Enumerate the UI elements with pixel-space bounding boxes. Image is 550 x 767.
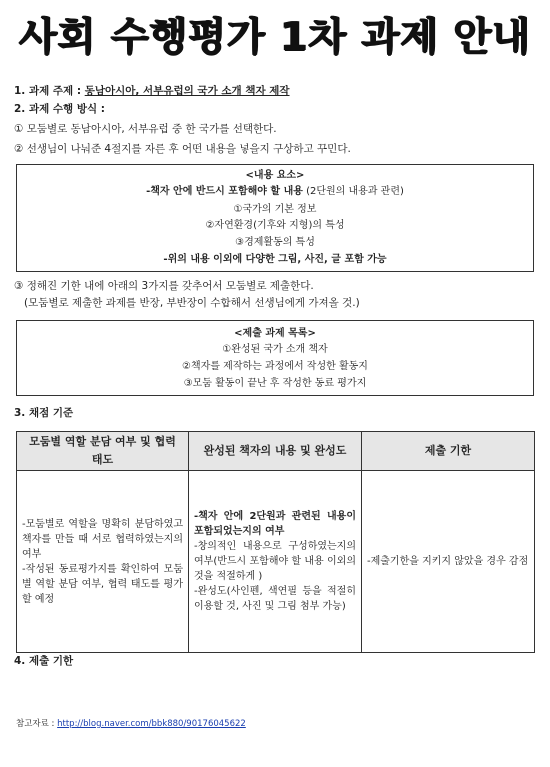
step-2: ② 선생님이 나눠준 4절지를 자른 후 어떤 내용을 넣을지 구상하고 꾸민다. (14, 143, 351, 155)
cooperation-criterion: -작성된 동료평가지를 확인하여 모둠별 역할 분담 여부, 협력 태도를 평가할 예정 (22, 563, 183, 605)
must-include-bold: -책자 안에 반드시 포함해야 할 내용 (146, 186, 303, 197)
content-criterion: -창의적인 내용으로 구성하였는지의 여부(반드시 포함해야 할 내용 이외의 것을 적절하게 ) (194, 541, 356, 582)
step-3-note: (모둠별로 제출한 과제를 반장, 부반장이 수합해서 선생님에게 가져올 것.) (24, 297, 360, 309)
cooperation-criterion: -모둠별로 역할을 명확히 분담하였고 책자를 만들 때 서로 협력하였는지의 여부 (22, 518, 183, 560)
table-header-cooperation: 모둠별 역할 분담 여부 및 협력 태도 (17, 432, 189, 471)
reference-link[interactable]: http://blog.naver.com/bbk880/90176045622 (57, 719, 246, 729)
content-elements-box (16, 164, 534, 272)
must-include-note: (2단원의 내용과 관련) (302, 186, 404, 197)
table-row (17, 471, 535, 653)
submission-item: ①완성된 국가 소개 책자 (222, 344, 328, 355)
content-item: ③경제활동의 특성 (235, 237, 315, 248)
content-extra: -위의 내용 이외에 다양한 그림, 사진, 글 포함 가능 (163, 254, 387, 265)
table-header-content: 완성된 책자의 내용 및 완성도 (189, 432, 362, 471)
submission-box-heading: <제출 과제 목록> (234, 328, 316, 339)
content-box-heading: <내용 요소> (245, 170, 305, 181)
section-3-label: 3. 채점 기준 (14, 407, 74, 419)
grading-criteria-table (16, 431, 535, 653)
cooperation-criteria-cell (17, 471, 189, 653)
submission-item: ②책자를 제작하는 과정에서 작성한 활동지 (182, 361, 368, 372)
section-1 (14, 84, 290, 98)
submission-item: ③모둠 활동이 끝난 후 작성한 동료 평가지 (183, 378, 367, 389)
step-3: ③ 정해진 기한 내에 아래의 3가지를 갖추어서 모둠별로 제출한다. (14, 280, 314, 292)
content-item: ②자연환경(기후와 지형)의 특성 (205, 220, 345, 231)
deadline-criterion: -제출기한을 지키지 않았을 경우 감점 (367, 556, 529, 567)
assignment-topic: 동남아시아, 서부유럽의 국가 소개 책자 제작 (84, 85, 290, 97)
submission-list-box (16, 320, 534, 396)
content-criterion-bold: -책자 안에 2단원과 관련된 내용이 포함되었는지의 여부 (194, 511, 356, 537)
must-include-line (17, 185, 533, 199)
section-1-label: 1. 과제 주제 : (14, 85, 85, 97)
reference (16, 717, 246, 729)
table-header-deadline: 제출 기한 (362, 432, 535, 471)
content-criterion: -완성도(사인펜, 색연필 등을 적절히 이용할 것, 사진 및 그림 첨부 가능) (194, 586, 356, 612)
table-header-row (17, 432, 535, 471)
page-title: 사회 수행평가 1차 과제 안내 (19, 15, 531, 60)
content-item: ①국가의 기본 정보 (233, 204, 317, 215)
deadline-criteria-cell (362, 471, 535, 653)
step-1: ① 모둠별로 동남아시아, 서부유럽 중 한 국가를 선택한다. (14, 123, 277, 135)
content-criteria-cell (189, 471, 362, 653)
reference-label: 참고자료 : (16, 719, 58, 729)
section-2-label: 2. 과제 수행 방식 : (14, 103, 105, 115)
section-4-label: 4. 제출 기한 (14, 655, 74, 667)
